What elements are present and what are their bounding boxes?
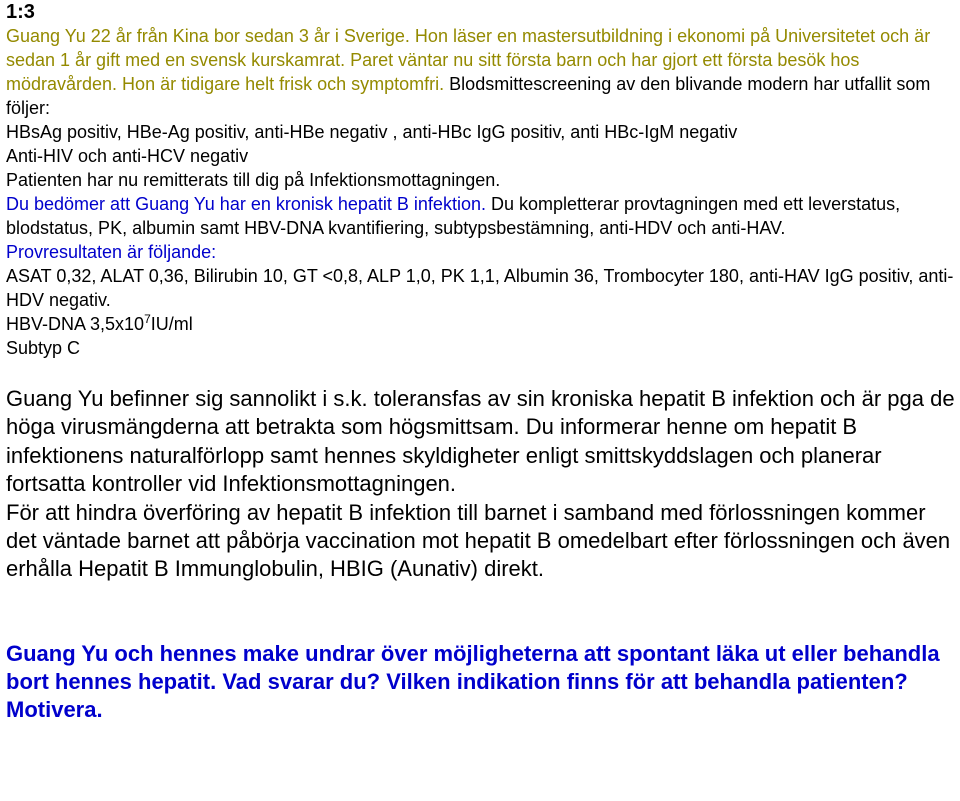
lab-line-referral: Patienten har nu remitterats till dig på Infektionsmottagningen. — [6, 170, 501, 190]
assessment-workup: Du kompletterar provtagningen med ett leverstatus, blodstatus, PK, albumin samt HBV-DNA kvantifiering, subtypsbestämning, anti-HDV och anti-HAV. — [6, 194, 901, 238]
subtype-result: Subtyp C — [6, 338, 81, 358]
intro-text-screening: Blodsmittescreening av den blivande modern har utfallit som följer: — [6, 74, 931, 118]
answer-information: Du informerar henne om hepatit B infektionens naturalförlopp samt hennes skyldigheter enligt smittskyddslagen och planerar fortsatta kontroller vid Infektionsmottagningen. — [6, 414, 882, 497]
results-line: ASAT 0,32, ALAT 0,36, Bilirubin 10, GT <0,8, ALP 1,0, PK 1,1, Albumin 36, Trombocyter 180, anti-HAV IgG positiv, anti-HDV negativ. — [6, 266, 954, 310]
hbv-dna-exponent: 7 — [144, 312, 151, 326]
answer-paragraph-2: För att hindra överföring av hepatit B infektion till barnet i samband med förlossningen kommer det väntade barnet att påbörja vaccination mot hepatit B omedelbart efter förlossningen och även erhålla Hepatit B Immunglobulin, HBIG (Aunativ) direkt. — [6, 499, 951, 582]
spacer — [6, 584, 956, 640]
answer-tolerance-phase: Guang Yu befinner sig sannolikt i s.k. toleransfas av sin kroniska hepatit B infektion och är pga de höga virusmängderna att betrakta som högsmittsam. — [6, 386, 955, 440]
lab-line-hiv-hcv: Anti-HIV och anti-HCV negativ — [6, 146, 249, 166]
hbv-dna-suffix: IU/ml — [150, 314, 193, 334]
lab-line-hepatitis-markers: HBsAg positiv, HBe-Ag positiv, anti-HBe negativ , anti-HBc IgG positiv, anti HBc-IgM negativ — [6, 122, 738, 142]
case-heading: 1:3 — [6, 1, 35, 23]
spacer — [6, 360, 956, 385]
question-paragraph: Guang Yu och hennes make undrar över möjligheterna att spontant läka ut eller behandla bort hennes hepatit. Vad svarar du? Vilken indikation finns för att behandla patienten? Motivera. — [6, 640, 940, 722]
intro-paragraph — [6, 24, 956, 120]
document-page — [6, 0, 956, 724]
hbv-dna-prefix: HBV-DNA 3,5x10 — [6, 314, 145, 334]
assessment-diagnosis: Du bedömer att Guang Yu har en kronisk hepatit B infektion. — [6, 194, 486, 214]
assessment-paragraph — [6, 192, 956, 240]
intro-text-highlighted: Guang Yu 22 år från Kina bor sedan 3 år i Sverige. Hon läser en mastersutbildning i ekonomi på Universitetet och är sedan 1 år gift med en svensk kurskamrat. Paret väntar nu sitt första barn och har gjort ett första besök hos mödravården. Hon är tidigare helt frisk och symptomfri. — [6, 26, 931, 94]
hbv-dna-result — [6, 312, 956, 336]
results-intro: Provresultaten är följande: — [6, 242, 217, 262]
answer-paragraph-1 — [6, 385, 956, 499]
